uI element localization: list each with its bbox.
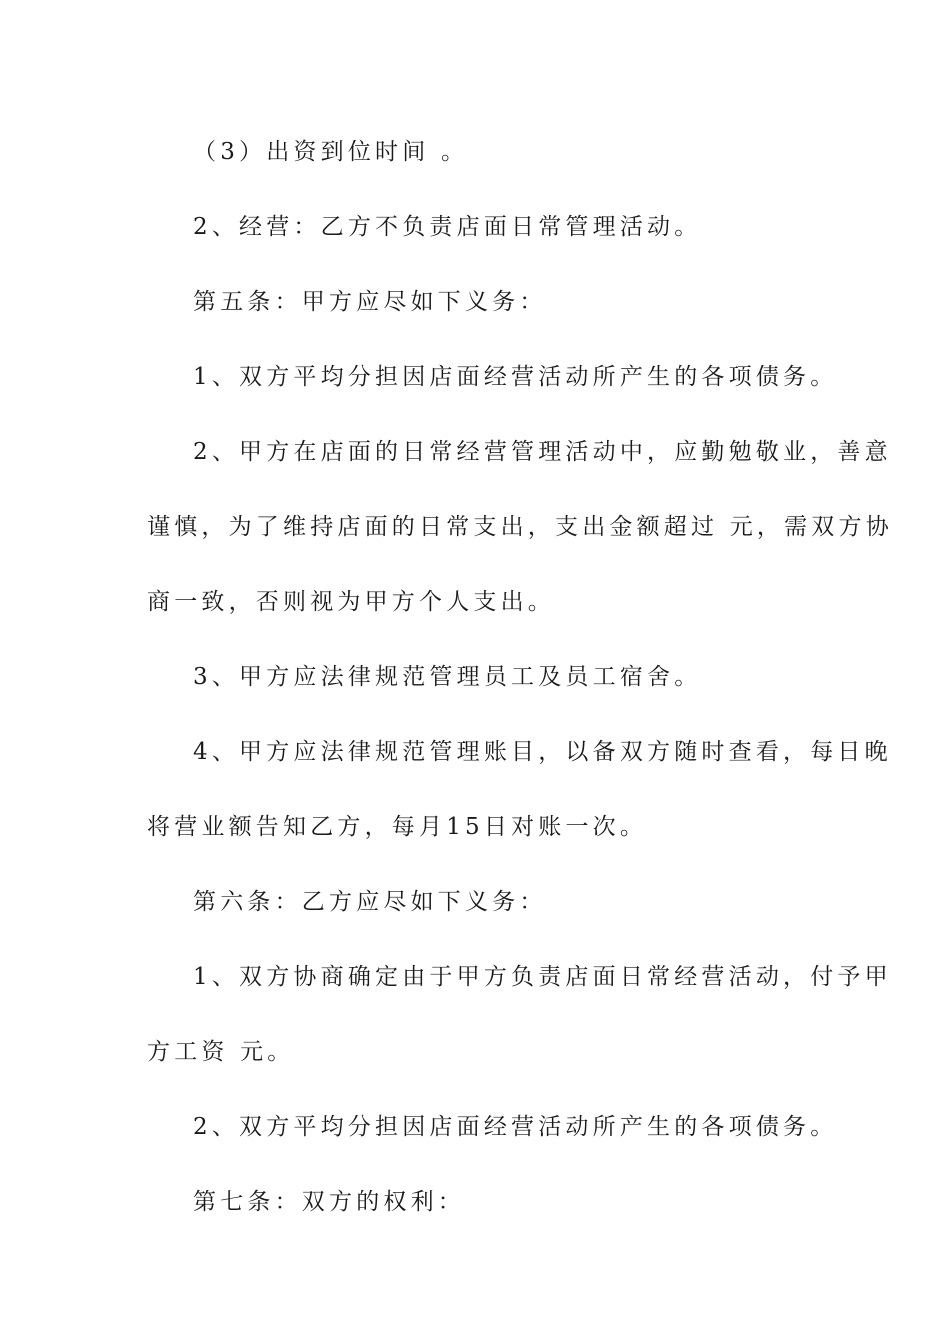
article-7-heading: 第七条：双方的权利：	[193, 1189, 465, 1215]
article-6-item-1-line-2: 方工资 元。	[147, 1039, 295, 1065]
article-6-heading: 第六条：乙方应尽如下义务：	[193, 889, 547, 915]
article-5-item-2-line-2: 谨慎，为了维持店面的日常支出，支出金额超过 元，需双方协	[147, 514, 893, 540]
article-5-item-1: 1、双方平均分担因店面经营活动所产生的各项债务。	[193, 364, 838, 390]
article-5-item-4-line-1: 4、甲方应法律规范管理账目，以备双方随时查看，每日晚	[193, 739, 892, 765]
article-5-heading: 第五条：甲方应尽如下义务：	[193, 289, 547, 315]
clause-capital-deadline: （3）出资到位时间 。	[193, 139, 469, 165]
article-5-item-2-line-1: 2、甲方在店面的日常经营管理活动中，应勤勉敬业，善意	[193, 439, 892, 465]
article-5-item-4-line-2: 将营业额告知乙方，每月15日对账一次。	[147, 814, 648, 840]
article-6-item-2: 2、双方平均分担因店面经营活动所产生的各项债务。	[193, 1114, 838, 1140]
article-5-item-3: 3、甲方应法律规范管理员工及员工宿舍。	[193, 664, 702, 690]
article-6-item-1-line-1: 1、双方协商确定由于甲方负责店面日常经营活动，付予甲	[193, 964, 892, 990]
clause-operation: 2、经营：乙方不负责店面日常管理活动。	[193, 214, 702, 240]
article-5-item-2-line-3: 商一致，否则视为甲方个人支出。	[147, 589, 555, 615]
